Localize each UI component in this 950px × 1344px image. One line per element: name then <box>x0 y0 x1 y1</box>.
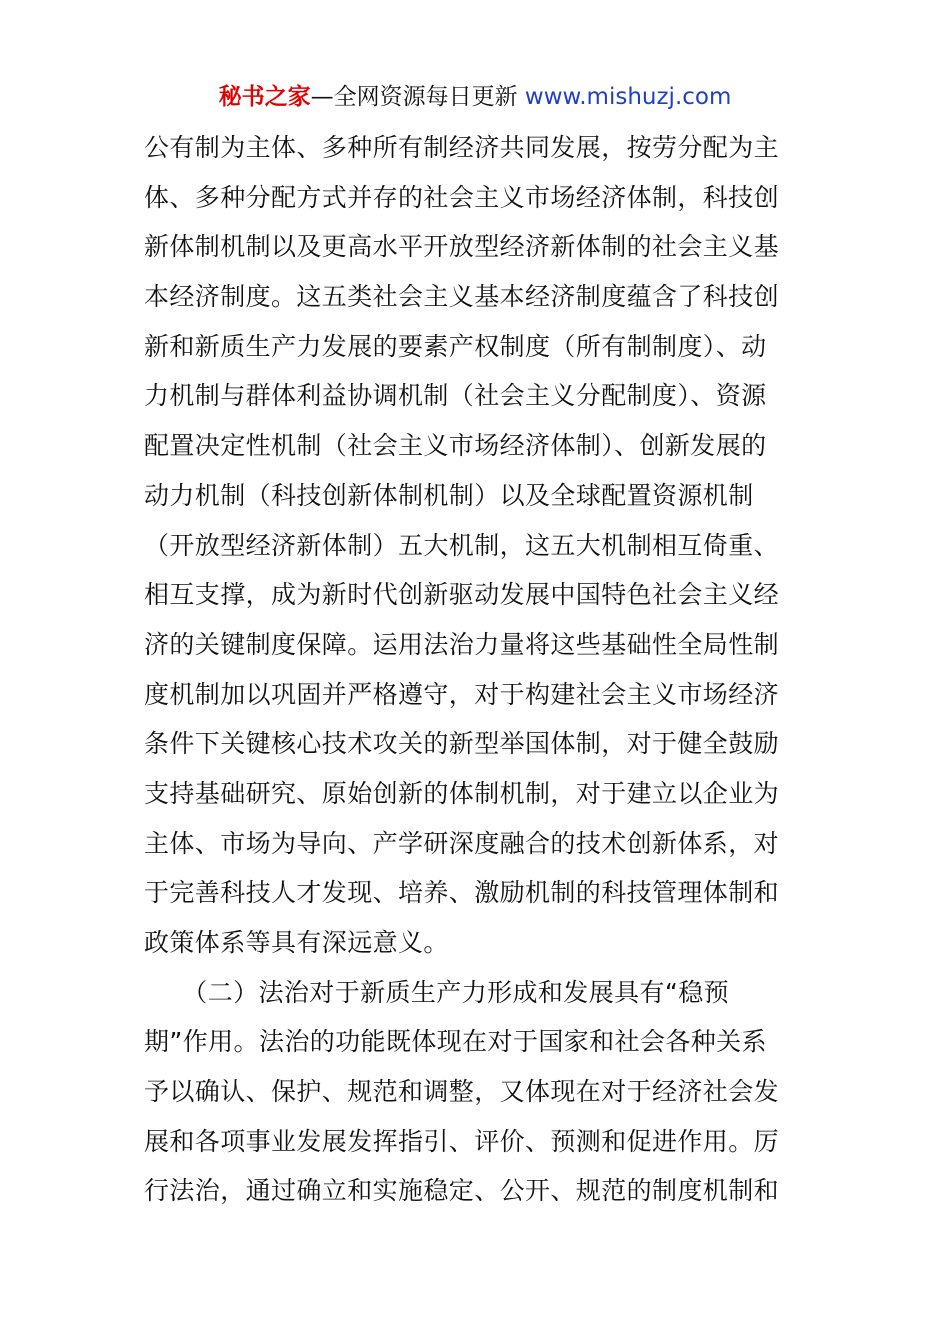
text-line: 新体制机制以及更高水平开放型经济新体制的社会主义基 <box>144 232 780 262</box>
site-header <box>0 80 950 114</box>
text-line: 展和各项事业发展发挥指引、评价、预测和促进作用。厉 <box>144 1126 780 1156</box>
text-line: 行法治，通过确立和实施稳定、公开、规范的制度机制和 <box>144 1176 780 1206</box>
brand-name: 秘书之家 <box>218 84 311 110</box>
text-line: 期”作用。法治的功能既体现在对于国家和社会各种关系 <box>144 1027 767 1057</box>
document-body <box>144 123 810 1216</box>
text-line: 政策体系等具有深远意义。 <box>144 928 449 957</box>
text-line: 新和新质生产力发展的要素产权制度（所有制制度）、动 <box>144 331 767 361</box>
text-line: 支持基础研究、原始创新的体制机制，对于建立以企业为 <box>144 778 780 808</box>
text-line: 力机制与群体利益协调机制（社会主义分配制度）、资源 <box>144 381 767 411</box>
section-heading-line: （二）法治对于新质生产力形成和发展具有“稳预 <box>144 977 730 1007</box>
text-line: 本经济制度。这五类社会主义基本经济制度蕴含了科技创 <box>144 282 780 312</box>
text-line: 济的关键制度保障。运用法治力量将这些基础性全局性制 <box>144 629 780 659</box>
text-line: 度机制加以巩固并严格遵守，对于构建社会主义市场经济 <box>144 679 780 709</box>
text-line: 体、多种分配方式并存的社会主义市场经济体制，科技创 <box>144 182 780 212</box>
text-line: 予以确认、保护、规范和调整，又体现在对于经济社会发 <box>144 1077 780 1107</box>
text-line: 公有制为主体、多种所有制经济共同发展，按劳分配为主 <box>144 133 780 162</box>
site-url[interactable]: www.mishuzj.com <box>524 84 732 110</box>
text-line: （开放型经济新体制）五大机制，这五大机制相互倚重、 <box>144 530 780 560</box>
text-line: 于完善科技人才发现、培养、激励机制的科技管理体制和 <box>144 878 780 908</box>
text-line: 条件下关键核心技术攻关的新型举国体制，对于健全鼓励 <box>144 729 780 759</box>
text-line: 相互支撑，成为新时代创新驱动发展中国特色社会主义经 <box>144 580 780 610</box>
text-line: 配置决定性机制（社会主义市场经济体制）、创新发展的 <box>144 431 767 461</box>
text-line: 动力机制（科技创新体制机制）以及全球配置资源机制 <box>144 480 754 510</box>
header-tagline: —全网资源每日更新 <box>310 84 518 110</box>
text-line: 主体、市场为导向、产学研深度融合的技术创新体系，对 <box>144 828 780 858</box>
